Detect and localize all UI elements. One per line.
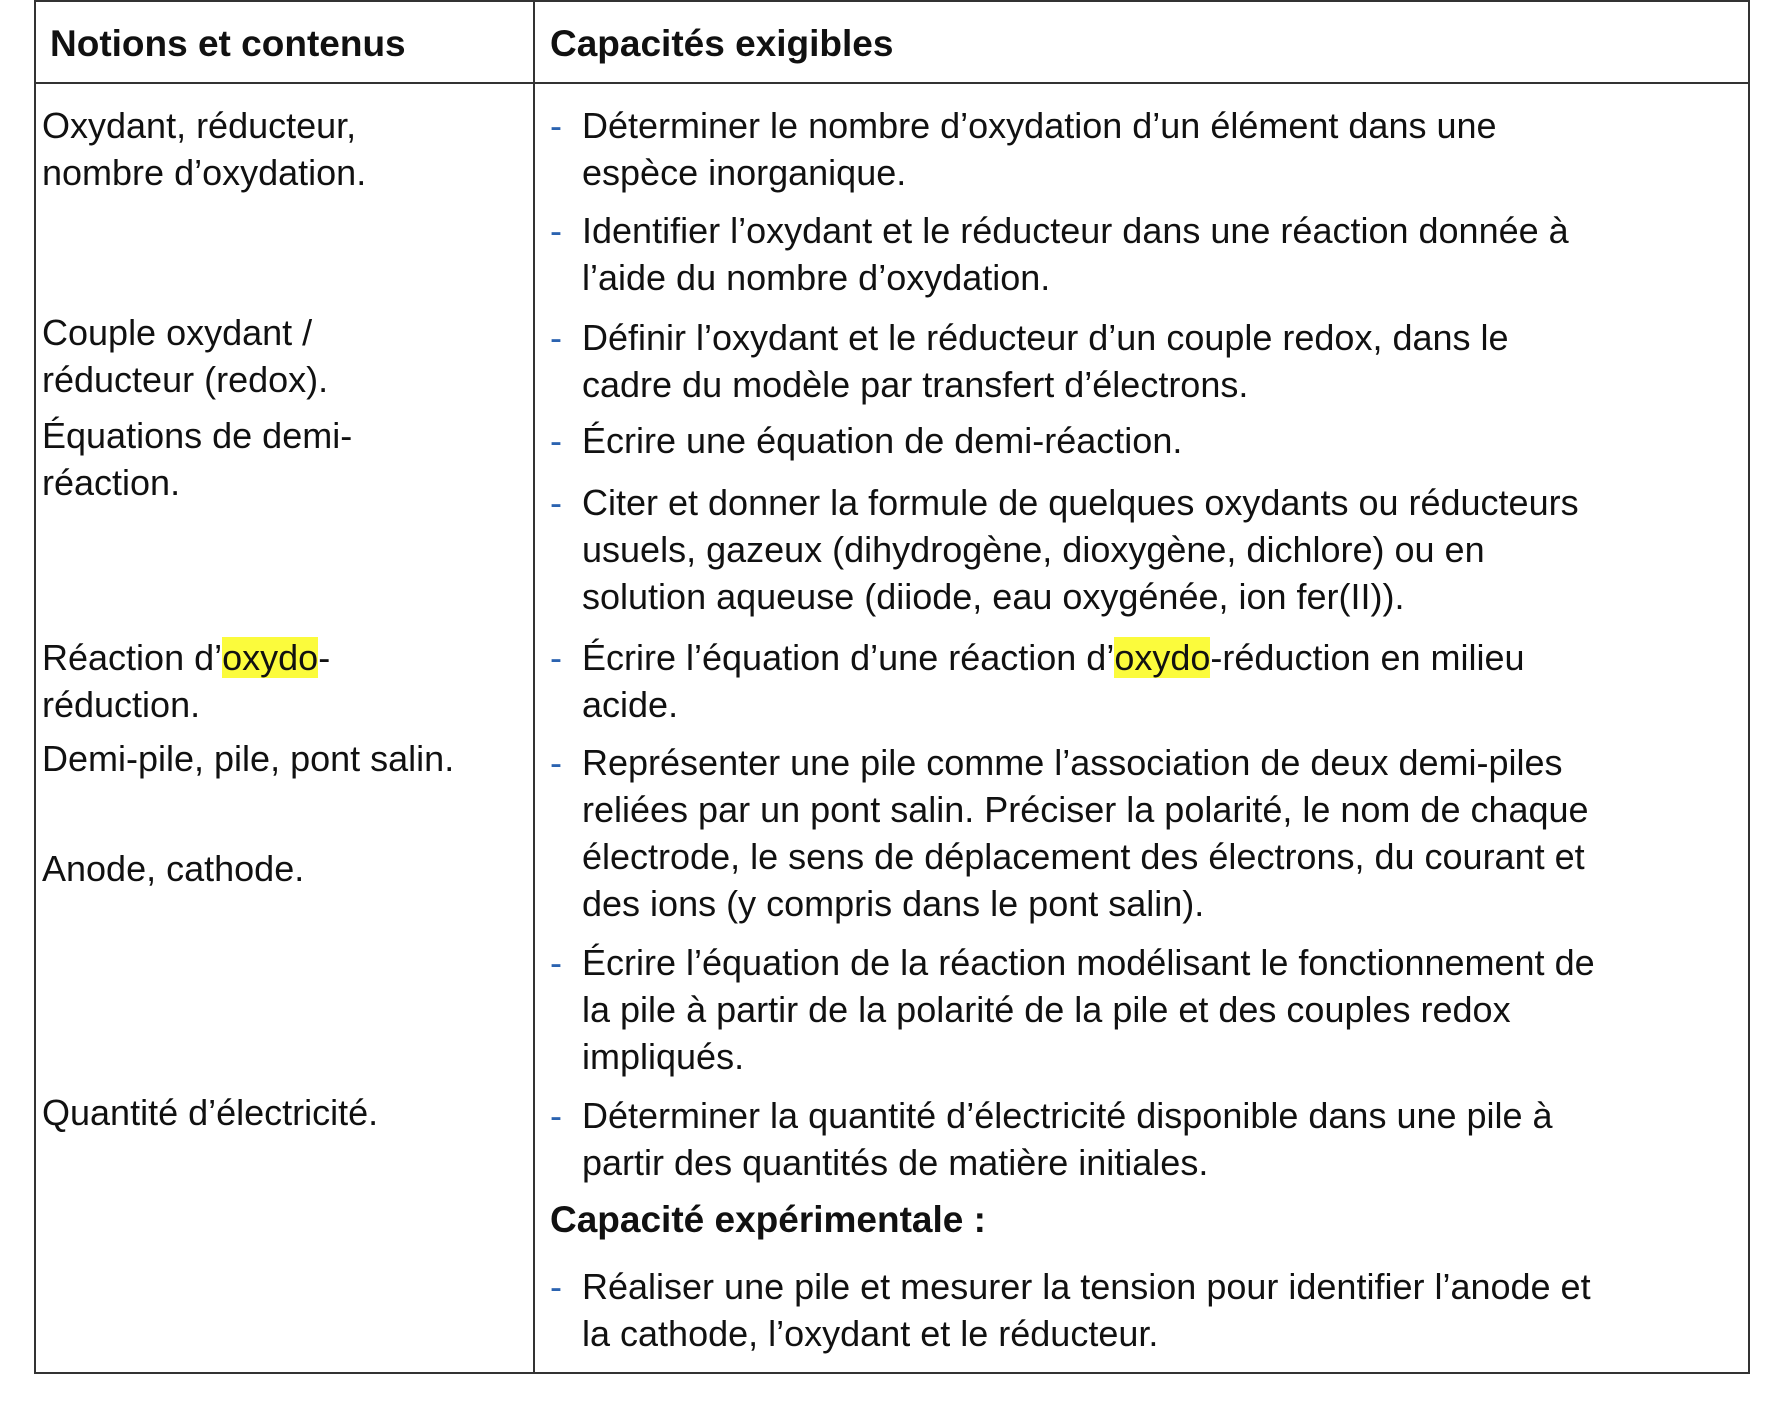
highlighted-oxydo: oxydo <box>1114 637 1211 678</box>
table-header-row <box>36 2 1748 84</box>
bullet-dash: - <box>550 317 562 358</box>
bullet-dash: - <box>550 210 562 251</box>
bullet-dash: - <box>550 1266 562 1307</box>
header-capacites-exigibles: Capacités exigibles <box>550 23 894 64</box>
bullet-dash: - <box>550 105 562 146</box>
capacite-experimentale-heading: Capacité expérimentale : <box>550 1199 986 1240</box>
capacite-text: Déterminer la quantité d’électricité disponible dans une pile à partir des quantités de matière initiales. <box>582 1095 1553 1183</box>
notion-demi-pile: Demi-pile, pile, pont salin. <box>42 738 455 779</box>
notion-quantite-electricite: Quantité d’électricité. <box>42 1092 379 1133</box>
capacite-text: Définir l’oxydant et le réducteur d’un couple redox, dans le cadre du modèle par transfert d’électrons. <box>582 317 1509 405</box>
capacite-text: Représenter une pile comme l’association de deux demi-piles reliées par un pont salin. Préciser la polarité, le nom de chaque électrode, le sens de déplacement des électrons, du courant et des ions (y compris dans le pont salin). <box>582 742 1589 924</box>
capacite-item <box>550 314 1750 408</box>
highlighted-oxydo: oxydo <box>222 637 319 678</box>
capacite-text <box>550 634 1750 728</box>
notion-oxydo-suffix: - réduction. <box>42 637 331 725</box>
capacite-item <box>550 417 1750 464</box>
capacite-text: Réaliser une pile et mesurer la tension pour identifier l’anode et la cathode, l’oxydant et le réducteur. <box>582 1266 1591 1354</box>
notion-oxydant-reducteur: Oxydant, réducteur, nombre d’oxydation. <box>42 105 367 193</box>
capacite-text: Déterminer le nombre d’oxydation d’un élément dans une espèce inorganique. <box>582 105 1497 193</box>
bullet-dash: - <box>550 1095 562 1136</box>
notion-couple-redox: Couple oxydant / réducteur (redox). <box>42 312 329 400</box>
capacite-item <box>550 739 1750 927</box>
notion-reaction-oxydo-reduction <box>42 634 330 728</box>
bullet-dash: - <box>550 742 562 783</box>
notion-oxydo-prefix: Réaction d’ <box>42 637 223 678</box>
capacite-text: Écrire une équation de demi-réaction. <box>582 420 1183 461</box>
bullet-dash: - <box>550 942 562 983</box>
capacite-text: Citer et donner la formule de quelques oxydants ou réducteurs usuels, gazeux (dihydrogène, dioxygène, dichlore) ou en solution aqueuse (diiode, eau oxygénée, ion fer(II)). <box>582 482 1579 617</box>
program-table <box>34 0 1750 1374</box>
capacite-oxydo-suffix: -réduction en milieu acide. <box>582 637 1525 725</box>
capacite-text: Identifier l’oxydant et le réducteur dans une réaction donnée à l’aide du nombre d’oxydation. <box>582 210 1569 298</box>
notion-anode-cathode: Anode, cathode. <box>42 848 305 889</box>
capacite-item <box>550 479 1750 620</box>
bullet-dash: - <box>550 420 562 461</box>
capacite-item <box>550 939 1750 1080</box>
bullet-dash: - <box>550 637 562 678</box>
capacite-text: Écrire l’équation de la réaction modélisant le fonctionnement de la pile à partir de la polarité de la pile et des couples redox impliqués. <box>582 942 1595 1077</box>
column-divider <box>533 2 535 1372</box>
capacite-oxydo-prefix: Écrire l’équation d’une réaction d’ <box>582 637 1115 678</box>
header-notions-et-contenus: Notions et contenus <box>50 23 406 64</box>
capacite-item <box>550 207 1750 301</box>
notion-equations-demi-reaction: Équations de demi- réaction. <box>42 415 353 503</box>
bullet-dash: - <box>550 482 562 523</box>
capacite-item <box>550 1092 1750 1186</box>
capacite-item <box>550 634 1750 728</box>
capacite-item <box>550 102 1750 196</box>
capacite-item <box>550 1263 1750 1357</box>
